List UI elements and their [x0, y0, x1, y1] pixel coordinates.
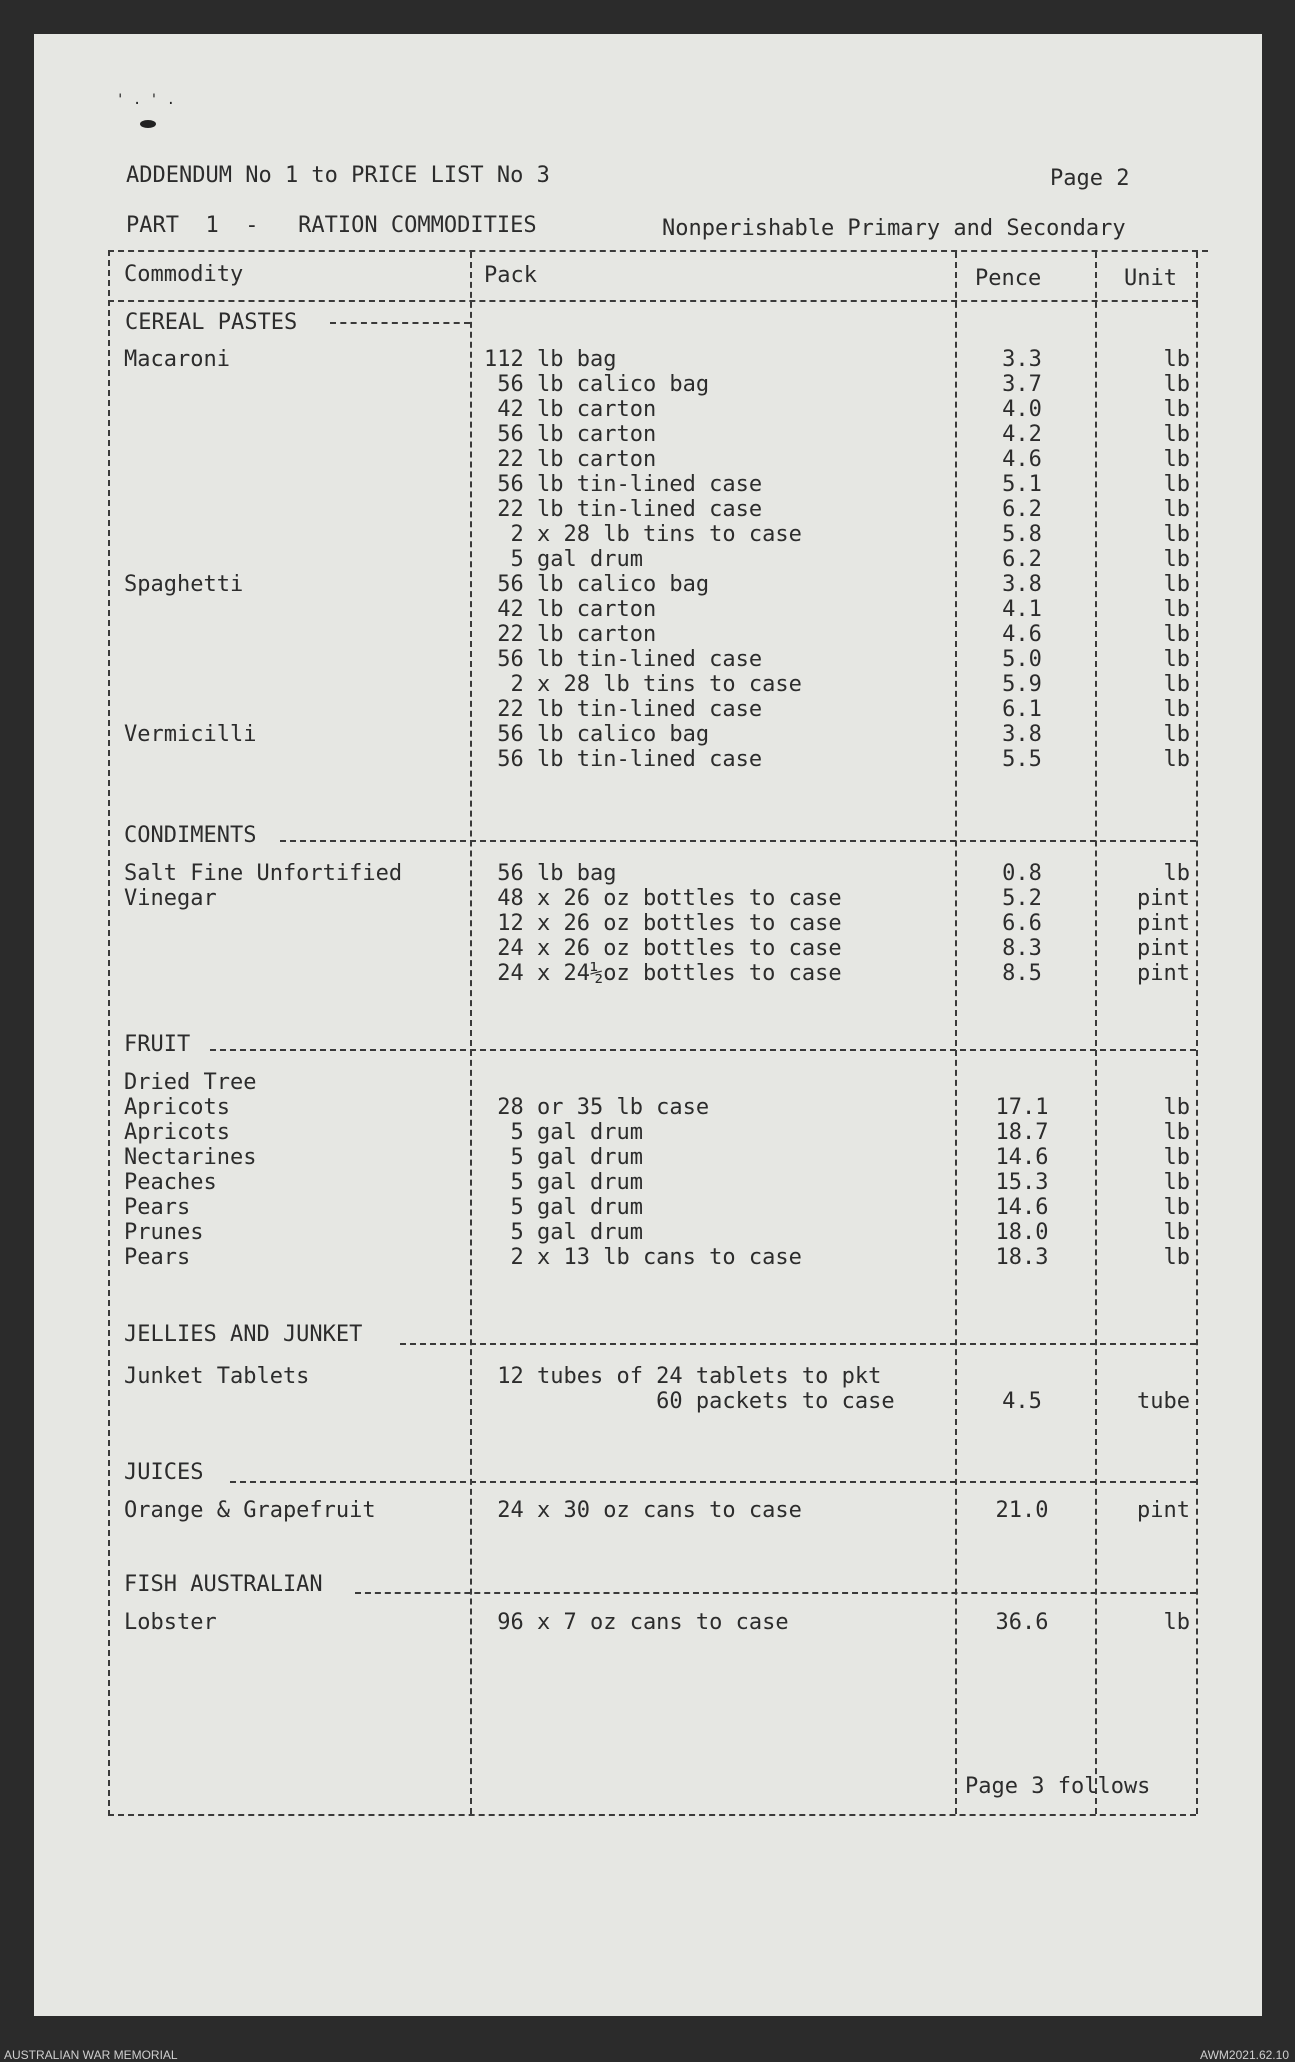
unit-cell: lb	[1163, 472, 1190, 497]
pence-cell: 4.2	[1002, 422, 1042, 447]
pack-cell: 60 packets to case	[484, 1389, 895, 1414]
pack-cell: 5 gal drum	[484, 1170, 643, 1195]
commodity-cell: Pears	[124, 1245, 191, 1270]
unit-cell: tube	[1137, 1389, 1190, 1414]
pence-cell: 5.8	[1002, 522, 1042, 547]
pence-cell: 0.8	[1002, 861, 1042, 886]
unit-cell: lb	[1163, 722, 1190, 747]
pence-cell: 5.5	[1002, 747, 1042, 772]
pack-cell: 48 x 26 oz bottles to case	[484, 886, 842, 911]
column-header-pack: Pack	[484, 263, 537, 288]
unit-cell: lb	[1163, 497, 1190, 522]
pence-cell: 4.0	[1002, 397, 1042, 422]
unit-cell: lb	[1163, 1095, 1190, 1120]
commodity-cell: Nectarines	[124, 1145, 257, 1170]
archive-footer	[0, 2016, 1295, 2061]
table-top-border	[108, 250, 1208, 252]
pence-cell: 21.0	[995, 1498, 1049, 1523]
pence-cell: 3.7	[1002, 372, 1042, 397]
pence-cell: 14.6	[995, 1195, 1049, 1220]
column-header-commodity: Commodity	[124, 262, 244, 287]
unit-cell: lb	[1163, 397, 1190, 422]
unit-cell: lb	[1163, 1610, 1190, 1635]
commodity-cell: Peaches	[124, 1170, 217, 1195]
commodity-pack-divider	[470, 252, 472, 1814]
pack-cell: 24 x 24½oz bottles to case	[484, 961, 842, 986]
section-heading-jellies-junket: JELLIES AND JUNKET	[124, 1322, 363, 1347]
pack-cell: 2 x 28 lb tins to case	[484, 522, 802, 547]
pack-cell: 56 lb carton	[484, 422, 657, 447]
pence-cell: 5.1	[1002, 472, 1042, 497]
pence-cell: 36.6	[995, 1610, 1049, 1635]
page-number: Page 2	[1050, 166, 1130, 191]
part-subtitle: Nonperishable Primary and Secondary	[662, 216, 1126, 241]
pence-cell: 18.7	[995, 1120, 1049, 1145]
unit-cell: lb	[1163, 547, 1190, 572]
unit-cell: lb	[1163, 1120, 1190, 1145]
section-divider-jellies	[400, 1343, 1196, 1345]
unit-cell: lb	[1163, 622, 1190, 647]
unit-cell: lb	[1163, 1145, 1190, 1170]
pence-cell: 5.9	[1002, 672, 1042, 697]
column-header-unit: Unit	[1124, 266, 1177, 291]
pack-cell: 22 lb tin-lined case	[484, 697, 763, 722]
section-heading-condiments: CONDIMENTS	[124, 823, 257, 848]
pence-cell: 5.2	[1002, 886, 1042, 911]
pack-cell: 5 gal drum	[484, 1220, 643, 1245]
pence-cell: 6.2	[1002, 497, 1042, 522]
page-follows-note: Page 3 follows	[965, 1774, 1151, 1799]
pack-cell: 2 x 28 lb tins to case	[484, 672, 802, 697]
commodity-cell: Macaroni	[124, 347, 230, 372]
table-right-border	[1196, 252, 1198, 1814]
commodity-cell: Orange & Grapefruit	[124, 1498, 376, 1523]
pack-cell: 96 x 7 oz cans to case	[484, 1610, 789, 1635]
unit-cell: lb	[1163, 347, 1190, 372]
archive-name: AUSTRALIAN WAR MEMORIAL	[4, 2048, 178, 2062]
header-divider	[108, 300, 1198, 302]
pence-cell: 8.3	[1002, 936, 1042, 961]
pence-cell: 4.1	[1002, 597, 1042, 622]
table-bottom-border	[108, 1814, 1196, 1816]
section-heading-fish-australian: FISH AUSTRALIAN	[124, 1572, 323, 1597]
commodity-cell: Apricots	[124, 1095, 230, 1120]
pack-cell: 24 x 26 oz bottles to case	[484, 936, 842, 961]
pack-cell: 5 gal drum	[484, 1120, 643, 1145]
commodity-cell: Dried Tree	[124, 1070, 257, 1095]
pence-cell: 17.1	[995, 1095, 1049, 1120]
commodity-cell: Pears	[124, 1195, 191, 1220]
pack-cell: 56 lb tin-lined case	[484, 647, 763, 672]
unit-cell: lb	[1163, 422, 1190, 447]
stray-marks: ' . ' .	[116, 92, 176, 108]
unit-cell: pint	[1137, 886, 1190, 911]
commodity-cell: Spaghetti	[124, 572, 244, 597]
pack-cell: 56 lb calico bag	[484, 372, 710, 397]
unit-cell: lb	[1163, 1195, 1190, 1220]
part-title: PART 1 - RATION COMMODITIES	[126, 213, 537, 238]
commodity-cell: Vermicilli	[124, 722, 257, 747]
pack-pence-divider	[955, 252, 957, 1814]
pence-cell: 3.8	[1002, 572, 1042, 597]
unit-cell: lb	[1163, 1245, 1190, 1270]
section-heading-fruit: FRUIT	[124, 1032, 191, 1057]
archive-reference: AWM2021.62.10	[1200, 2048, 1289, 2062]
pack-cell: 5 gal drum	[484, 547, 643, 572]
unit-cell: lb	[1163, 522, 1190, 547]
commodity-cell: Vinegar	[124, 886, 217, 911]
section-divider-fish	[355, 1592, 1196, 1594]
pack-cell: 42 lb carton	[484, 397, 657, 422]
pack-cell: 28 or 35 lb case	[484, 1095, 710, 1120]
pack-cell: 56 lb calico bag	[484, 572, 710, 597]
unit-cell: pint	[1137, 961, 1190, 986]
section-divider-condiments	[280, 840, 1196, 842]
pence-cell: 3.8	[1002, 722, 1042, 747]
pence-cell: 3.3	[1002, 347, 1042, 372]
unit-cell: lb	[1163, 372, 1190, 397]
pack-cell: 42 lb carton	[484, 597, 657, 622]
pence-cell: 15.3	[995, 1170, 1049, 1195]
pack-cell: 22 lb carton	[484, 447, 657, 472]
unit-cell: pint	[1137, 936, 1190, 961]
pack-cell: 56 lb calico bag	[484, 722, 710, 747]
pack-cell: 5 gal drum	[484, 1145, 643, 1170]
unit-cell: lb	[1163, 697, 1190, 722]
pence-cell: 5.0	[1002, 647, 1042, 672]
unit-cell: lb	[1163, 747, 1190, 772]
commodity-cell: Salt Fine Unfortified	[124, 861, 403, 886]
pack-cell: 2 x 13 lb cans to case	[484, 1245, 802, 1270]
pack-cell: 22 lb carton	[484, 622, 657, 647]
pack-cell: 56 lb tin-lined case	[484, 472, 763, 497]
ink-blot	[140, 120, 156, 128]
pence-cell: 4.6	[1002, 622, 1042, 647]
pence-unit-divider	[1095, 252, 1097, 1814]
unit-cell: lb	[1163, 572, 1190, 597]
pack-cell: 12 x 26 oz bottles to case	[484, 911, 842, 936]
pack-cell: 24 x 30 oz cans to case	[484, 1498, 802, 1523]
unit-cell: lb	[1163, 1170, 1190, 1195]
unit-cell: lb	[1163, 672, 1190, 697]
pack-cell: 56 lb tin-lined case	[484, 747, 763, 772]
unit-cell: lb	[1163, 647, 1190, 672]
section-line-cereal	[330, 322, 470, 324]
table-left-border	[108, 250, 110, 1816]
unit-cell: pint	[1137, 911, 1190, 936]
column-header-pence: Pence	[975, 266, 1042, 291]
pence-cell: 4.5	[1002, 1389, 1042, 1414]
pack-cell: 112 lb bag	[484, 347, 617, 372]
section-heading-juices: JUICES	[124, 1460, 204, 1485]
pack-cell: 12 tubes of 24 tablets to pkt	[484, 1364, 882, 1389]
pence-cell: 6.1	[1002, 697, 1042, 722]
section-divider-fruit	[210, 1049, 1196, 1051]
pence-cell: 14.6	[995, 1145, 1049, 1170]
commodity-cell: Junket Tablets	[124, 1364, 310, 1389]
commodity-cell: Lobster	[124, 1610, 217, 1635]
pence-cell: 4.6	[1002, 447, 1042, 472]
unit-cell: lb	[1163, 861, 1190, 886]
pack-cell: 56 lb bag	[484, 861, 617, 886]
pence-cell: 6.6	[1002, 911, 1042, 936]
pence-cell: 8.5	[1002, 961, 1042, 986]
pence-cell: 18.0	[995, 1220, 1049, 1245]
unit-cell: lb	[1163, 597, 1190, 622]
pence-cell: 18.3	[995, 1245, 1049, 1270]
document-title: ADDENDUM No 1 to PRICE LIST No 3	[126, 163, 550, 188]
pack-cell: 22 lb tin-lined case	[484, 497, 763, 522]
pack-cell: 5 gal drum	[484, 1195, 643, 1220]
unit-cell: lb	[1163, 1220, 1190, 1245]
pence-cell: 6.2	[1002, 547, 1042, 572]
commodity-cell: Prunes	[124, 1220, 204, 1245]
section-divider-juices	[230, 1481, 1196, 1483]
section-heading-cereal-pastes: CEREAL PASTES	[125, 310, 298, 335]
unit-cell: lb	[1163, 447, 1190, 472]
unit-cell: pint	[1137, 1498, 1190, 1523]
commodity-cell: Apricots	[124, 1120, 230, 1145]
